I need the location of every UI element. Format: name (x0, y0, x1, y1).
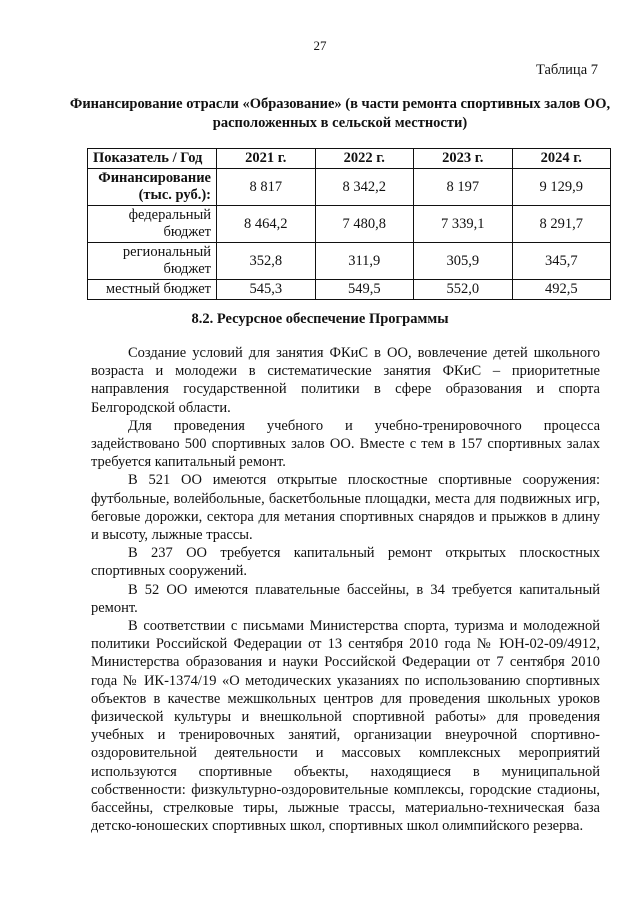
table-header-cell: 2022 г. (315, 149, 414, 169)
paragraph: В 237 ОО требуется капитальный ремонт открытых плоскостных спортивных сооружений. (91, 545, 600, 580)
table-row (88, 243, 611, 280)
table-cell: 345,7 (512, 243, 611, 280)
paragraph: В 521 ОО имеются открытые плоскостные спортивные сооружения: футбольные, волейбольные, баскетбольные площадки, места для подвижных игр, беговые дорожки, сектора для метания спортивных снарядов и прыжков в длину и высоту, лыжные трассы. (91, 472, 600, 544)
table-header-cell: 2023 г. (414, 149, 513, 169)
table-cell: 9 129,9 (512, 169, 611, 206)
table-cell: 8 464,2 (217, 206, 316, 243)
table-cell: 7 339,1 (414, 206, 513, 243)
row-label: федеральный бюджет (88, 206, 217, 243)
paragraph: Создание условий для занятия ФКиС в ОО, вовлечение детей школьного возраста и молодежи в систематические занятия ФКиС – приоритетные направления государственной политики в сфере образования и спорта Белгородской области. (91, 345, 600, 416)
table-row (88, 169, 611, 206)
paragraph: Для проведения учебного и учебно-тренировочного процесса задействовано 500 спортивных залов ОО. Вместе с тем в 157 спортивных залах требуется капитальный ремонт. (91, 417, 600, 471)
paragraph: В 52 ОО имеются плавательные бассейны, в 34 требуется капитальный ремонт. (91, 581, 600, 616)
table-cell: 545,3 (217, 280, 316, 300)
financing-table (87, 148, 611, 300)
table-row (88, 280, 611, 300)
table-cell: 7 480,8 (315, 206, 414, 243)
row-label: местный бюджет (88, 280, 217, 300)
body-text (91, 344, 600, 835)
table-header-cell: 2021 г. (217, 149, 316, 169)
row-label: Финансирование (тыс. руб.): (88, 169, 217, 206)
table-cell: 8 291,7 (512, 206, 611, 243)
table-caption: Таблица 7 (535, 62, 598, 78)
table-cell: 311,9 (315, 243, 414, 280)
section-title: 8.2. Ресурсное обеспечение Программы (191, 311, 449, 327)
row-label: региональный бюджет (88, 243, 217, 280)
paragraph: В соответствии с письмами Министерства спорта, туризма и молодежной политики Российской Федерации от 13 сентября 2010 года № ЮН-02-09/4912, Министерства образования и науки Российской Федерации от 7 сентября 2010 года № ИК-1374/19 «О методических указаниях по использованию спортивных объектов в качестве межшкольных центров для проведения школьных уроков физической культуры и внешкольной спортивной работы» для проведения учебных и тренировочных занятий, организации внеурочной спортивно-оздоровительной деятельности и массовых комплексных мероприятий используются спортивные объекты, находящиеся в муниципальной собственности: физкультурно-оздоровительные комплексы, городские стадионы, бассейны, стрелковые тиры, лыжные трассы, материально-техническая база детско-юношеских спортивных школ, спортивных школ олимпийского резерва. (91, 618, 600, 835)
table-header-row (88, 149, 611, 169)
table-cell: 8 197 (414, 169, 513, 206)
table-cell: 552,0 (414, 280, 513, 300)
table-cell: 352,8 (217, 243, 316, 280)
table-cell: 549,5 (315, 280, 414, 300)
table-cell: 492,5 (512, 280, 611, 300)
table-header-cell: 2024 г. (512, 149, 611, 169)
table-cell: 305,9 (414, 243, 513, 280)
table-header-cell: Показатель / Год (88, 149, 217, 169)
table-cell: 8 817 (217, 169, 316, 206)
table-title: Финансирование отрасли «Образование» (в части ремонта спортивных залов ОО, расположенных в сельской местности) (69, 96, 611, 131)
page-number: 27 (313, 38, 327, 53)
table-cell: 8 342,2 (315, 169, 414, 206)
table-row (88, 206, 611, 243)
